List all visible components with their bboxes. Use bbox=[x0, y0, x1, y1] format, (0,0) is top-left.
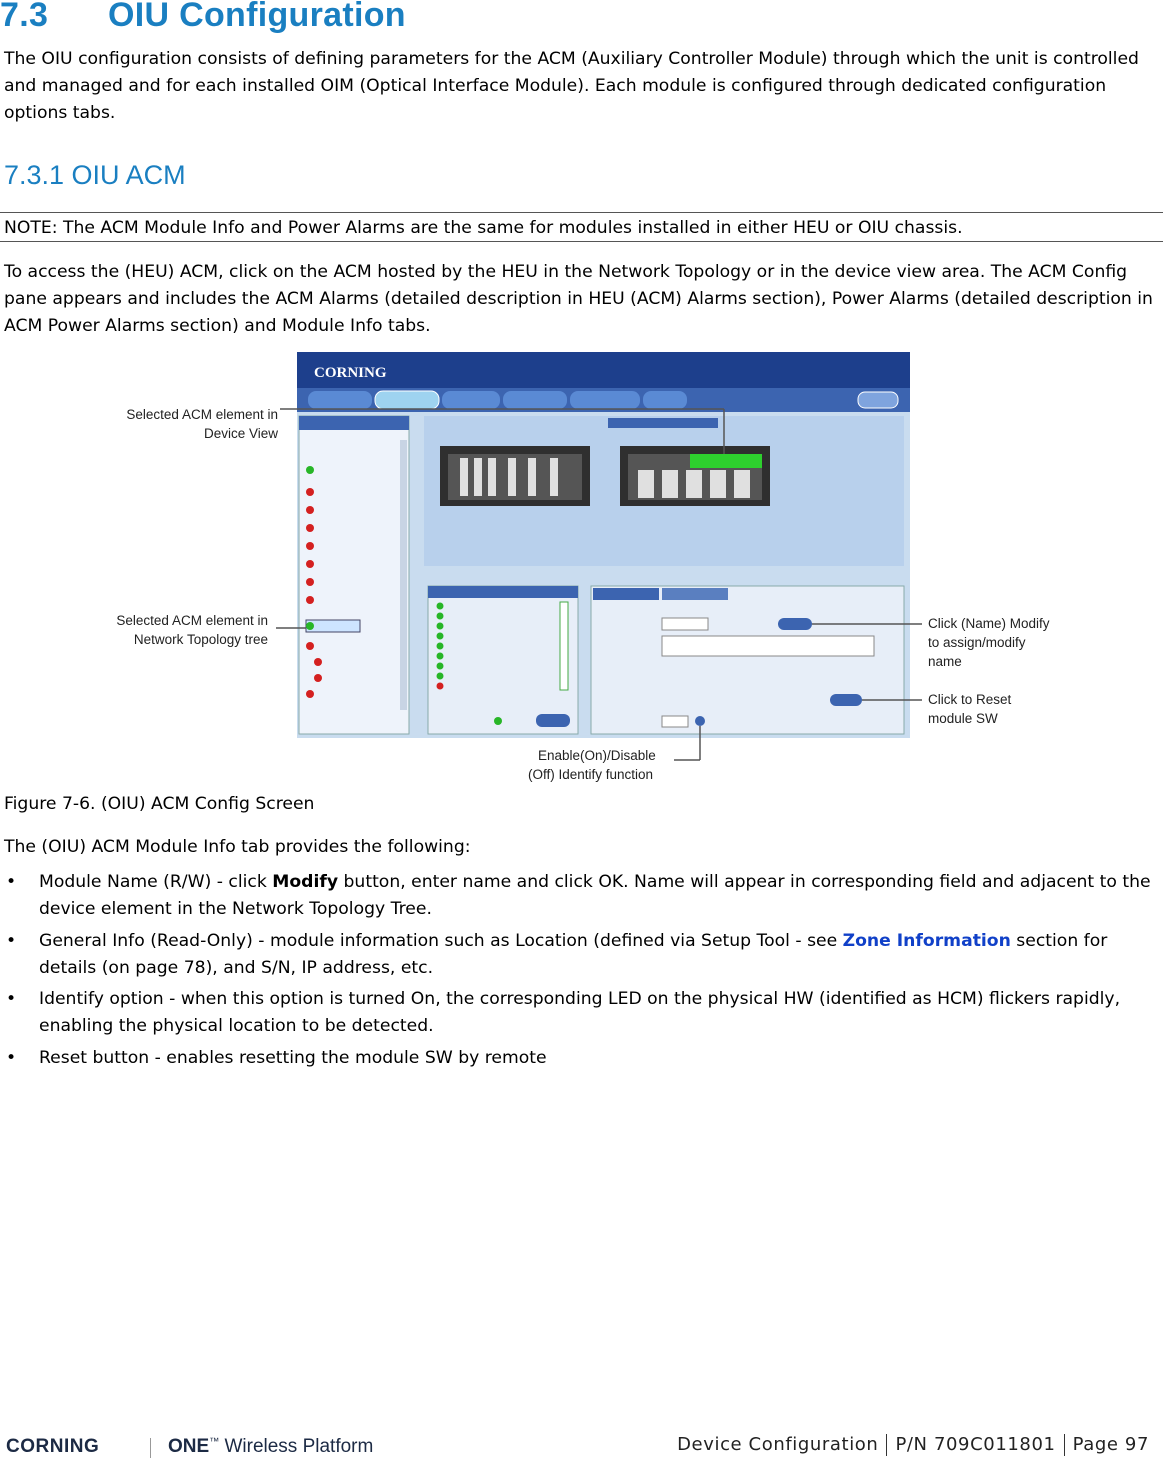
tree-node-status-icon bbox=[314, 674, 322, 682]
tree-node-status-icon bbox=[314, 658, 322, 666]
footer-corning-logo: CORNING bbox=[6, 1436, 100, 1457]
oiu-chassis[interactable] bbox=[620, 446, 770, 506]
oiu-module[interactable] bbox=[686, 470, 702, 498]
bullet-item bbox=[6, 928, 1162, 982]
alarm-led-icon bbox=[437, 673, 444, 680]
footer-divider bbox=[886, 1434, 887, 1456]
tree-node-status-icon bbox=[306, 542, 314, 550]
bullet-text: Identify option - when this option is turned On, the corresponding LED on the physical HW (identified as HCM) flickers rapidly, enabling the physical location to be detected. bbox=[39, 989, 1121, 1036]
alarm-led-icon bbox=[437, 663, 444, 670]
power-alarms-tab[interactable] bbox=[662, 588, 728, 600]
tree-panel-header bbox=[299, 416, 409, 430]
alarm-led-icon bbox=[437, 623, 444, 630]
callout-modify-line1: Click (Name) Modify bbox=[928, 616, 1050, 631]
bullet-text-part: button, enter name and click OK. Name will appear in corresponding field and adjacent to the device element in the Network Topology Tree. bbox=[39, 872, 1151, 919]
callout-tree-line2: Network Topology tree bbox=[133, 632, 268, 647]
heu-chassis[interactable] bbox=[440, 446, 590, 506]
modify-button[interactable] bbox=[778, 618, 812, 630]
figure-svg bbox=[88, 350, 1078, 782]
overall-status-icon bbox=[494, 717, 502, 725]
tree-node-status-icon bbox=[306, 690, 314, 698]
identify-field[interactable] bbox=[662, 716, 688, 727]
acm-alarms-header bbox=[428, 586, 578, 598]
mask-button[interactable] bbox=[536, 714, 570, 727]
list-intro: The (OIU) ACM Module Info tab provides the following: bbox=[4, 837, 471, 857]
tree-node-status-icon bbox=[306, 596, 314, 604]
oiu-module[interactable] bbox=[734, 470, 750, 498]
acm-config-figure bbox=[88, 350, 1078, 782]
heu-module[interactable] bbox=[460, 458, 468, 496]
toolbar-tab[interactable] bbox=[442, 391, 500, 409]
alarm-led-icon bbox=[437, 633, 444, 640]
bullet-text bbox=[39, 869, 1162, 923]
heu-module[interactable] bbox=[508, 458, 516, 496]
toolbar-tab[interactable] bbox=[570, 391, 640, 409]
alarm-checkbox-column[interactable] bbox=[560, 602, 568, 690]
bullet-text-part: section for details (on page 78), and S/N, IP address, etc. bbox=[39, 931, 1108, 978]
bullet-icon: • bbox=[6, 872, 17, 892]
footer-divider bbox=[1064, 1434, 1065, 1456]
figure-caption: Figure 7-6. (OIU) ACM Config Screen bbox=[4, 794, 315, 814]
callout-modify-line2: to assign/modify bbox=[928, 635, 1026, 650]
reset-button[interactable] bbox=[830, 694, 862, 706]
device-view-header bbox=[608, 418, 718, 428]
callout-tree-line1: Selected ACM element in bbox=[116, 613, 268, 628]
footer-product-suffix: Wireless Platform bbox=[219, 1436, 374, 1457]
footer-page-number: Page 97 bbox=[1072, 1434, 1149, 1455]
callout-device-view-line2: Device View bbox=[203, 426, 278, 441]
section-title: OIU Configuration bbox=[108, 0, 406, 34]
heu-module[interactable] bbox=[488, 458, 496, 496]
tree-node-status-icon bbox=[306, 488, 314, 496]
heu-module[interactable] bbox=[474, 458, 482, 496]
toolbar-tab[interactable] bbox=[503, 391, 567, 409]
location-field bbox=[662, 636, 874, 656]
oiu-module[interactable] bbox=[710, 470, 726, 498]
alarm-led-icon bbox=[437, 603, 444, 610]
app-brand: CORNING bbox=[314, 365, 387, 381]
zone-information-link[interactable]: Zone Information bbox=[842, 931, 1011, 951]
toolbar-tab[interactable] bbox=[308, 391, 372, 409]
bullet-icon: • bbox=[6, 931, 17, 951]
bullet-text-part: General Info (Read-Only) - module information such as Location (defined via Setup Tool - see bbox=[39, 931, 843, 951]
callout-identify-line2: (Off) Identify function bbox=[528, 767, 654, 782]
bullet-text bbox=[39, 928, 1162, 982]
tree-scrollbar[interactable] bbox=[400, 440, 407, 710]
logout-button[interactable] bbox=[858, 392, 898, 408]
heu-module[interactable] bbox=[528, 458, 536, 496]
footer-trademark: ™ bbox=[209, 1436, 220, 1448]
bullet-icon: • bbox=[6, 989, 17, 1009]
tree-node-status-icon bbox=[306, 642, 314, 650]
callout-identify-line1: Enable(On)/Disable bbox=[538, 748, 656, 763]
toolbar-tab[interactable] bbox=[643, 391, 687, 409]
callout-reset-line2: module SW bbox=[928, 711, 998, 726]
note-box: NOTE: The ACM Module Info and Power Alarms are the same for modules installed in either HEU or OIU chassis. bbox=[0, 212, 1163, 242]
oiu-module[interactable] bbox=[662, 470, 678, 498]
section-number: 7.3 bbox=[0, 0, 49, 34]
tree-node-status-icon bbox=[306, 578, 314, 586]
selected-acm-element[interactable] bbox=[690, 454, 762, 468]
tree-node-status-icon bbox=[306, 560, 314, 568]
footer-section: Device Configuration bbox=[677, 1434, 879, 1455]
tree-node-status-icon bbox=[306, 524, 314, 532]
bullet-item bbox=[6, 986, 1162, 1040]
footer-part-number: P/N 709C011801 bbox=[895, 1434, 1056, 1455]
app-header-bar bbox=[297, 352, 910, 388]
tree-node-status-icon bbox=[306, 622, 314, 630]
module-info-tab[interactable] bbox=[593, 588, 659, 600]
tree-node-status-icon bbox=[306, 506, 314, 514]
bullet-text: Reset button - enables resetting the module SW by remote bbox=[39, 1048, 547, 1068]
alarm-led-icon bbox=[437, 683, 444, 690]
network-topology-panel bbox=[299, 416, 409, 734]
footer-page-info bbox=[677, 1434, 1149, 1456]
callout-device-view-line1: Selected ACM element in bbox=[126, 407, 278, 422]
page-footer bbox=[0, 1432, 1163, 1463]
footer-product-name bbox=[168, 1436, 373, 1458]
section-heading bbox=[0, 0, 406, 35]
callout-modify-line3: name bbox=[928, 654, 962, 669]
module-info-panel bbox=[591, 586, 904, 734]
footer-product-prefix: ONE bbox=[168, 1436, 210, 1457]
tree-node-selected[interactable] bbox=[306, 620, 360, 632]
bullet-bold-text: Modify bbox=[272, 872, 339, 892]
callout-reset-line1: Click to Reset bbox=[928, 692, 1012, 707]
alarm-led-icon bbox=[437, 613, 444, 620]
bullet-text-part: Module Name (R/W) - click bbox=[39, 872, 273, 892]
footer-logo-divider bbox=[150, 1438, 151, 1458]
oiu-module[interactable] bbox=[638, 470, 654, 498]
access-paragraph: To access the (HEU) ACM, click on the ACM hosted by the HEU in the Network Topology or in the device view area. The ACM Config pane appears and includes the ACM Alarms (detailed description in HEU (ACM) Alarms section), Power Alarms (detailed description in ACM Power Alarms section) and Module Info tabs. bbox=[4, 262, 1153, 336]
acm-alarms-panel bbox=[428, 586, 578, 734]
alarm-led-icon bbox=[437, 653, 444, 660]
bullet-item bbox=[6, 1045, 1162, 1072]
bullet-item bbox=[6, 869, 1162, 923]
heu-module[interactable] bbox=[550, 458, 558, 496]
toolbar-tab-active[interactable] bbox=[375, 391, 439, 409]
tree-node-status-icon bbox=[306, 466, 314, 474]
module-name-field[interactable] bbox=[662, 618, 708, 630]
intro-paragraph: The OIU configuration consists of defining parameters for the ACM (Auxiliary Controller Module) through which the unit is controlled and managed and for each installed OIM (Optical Interface Module). Each module is configured through dedicated configuration options tabs. bbox=[4, 49, 1139, 123]
alarm-led-icon bbox=[437, 643, 444, 650]
subsection-heading: 7.3.1 OIU ACM bbox=[4, 160, 186, 190]
bullet-icon: • bbox=[6, 1048, 17, 1068]
identify-toggle-icon[interactable] bbox=[695, 716, 705, 726]
